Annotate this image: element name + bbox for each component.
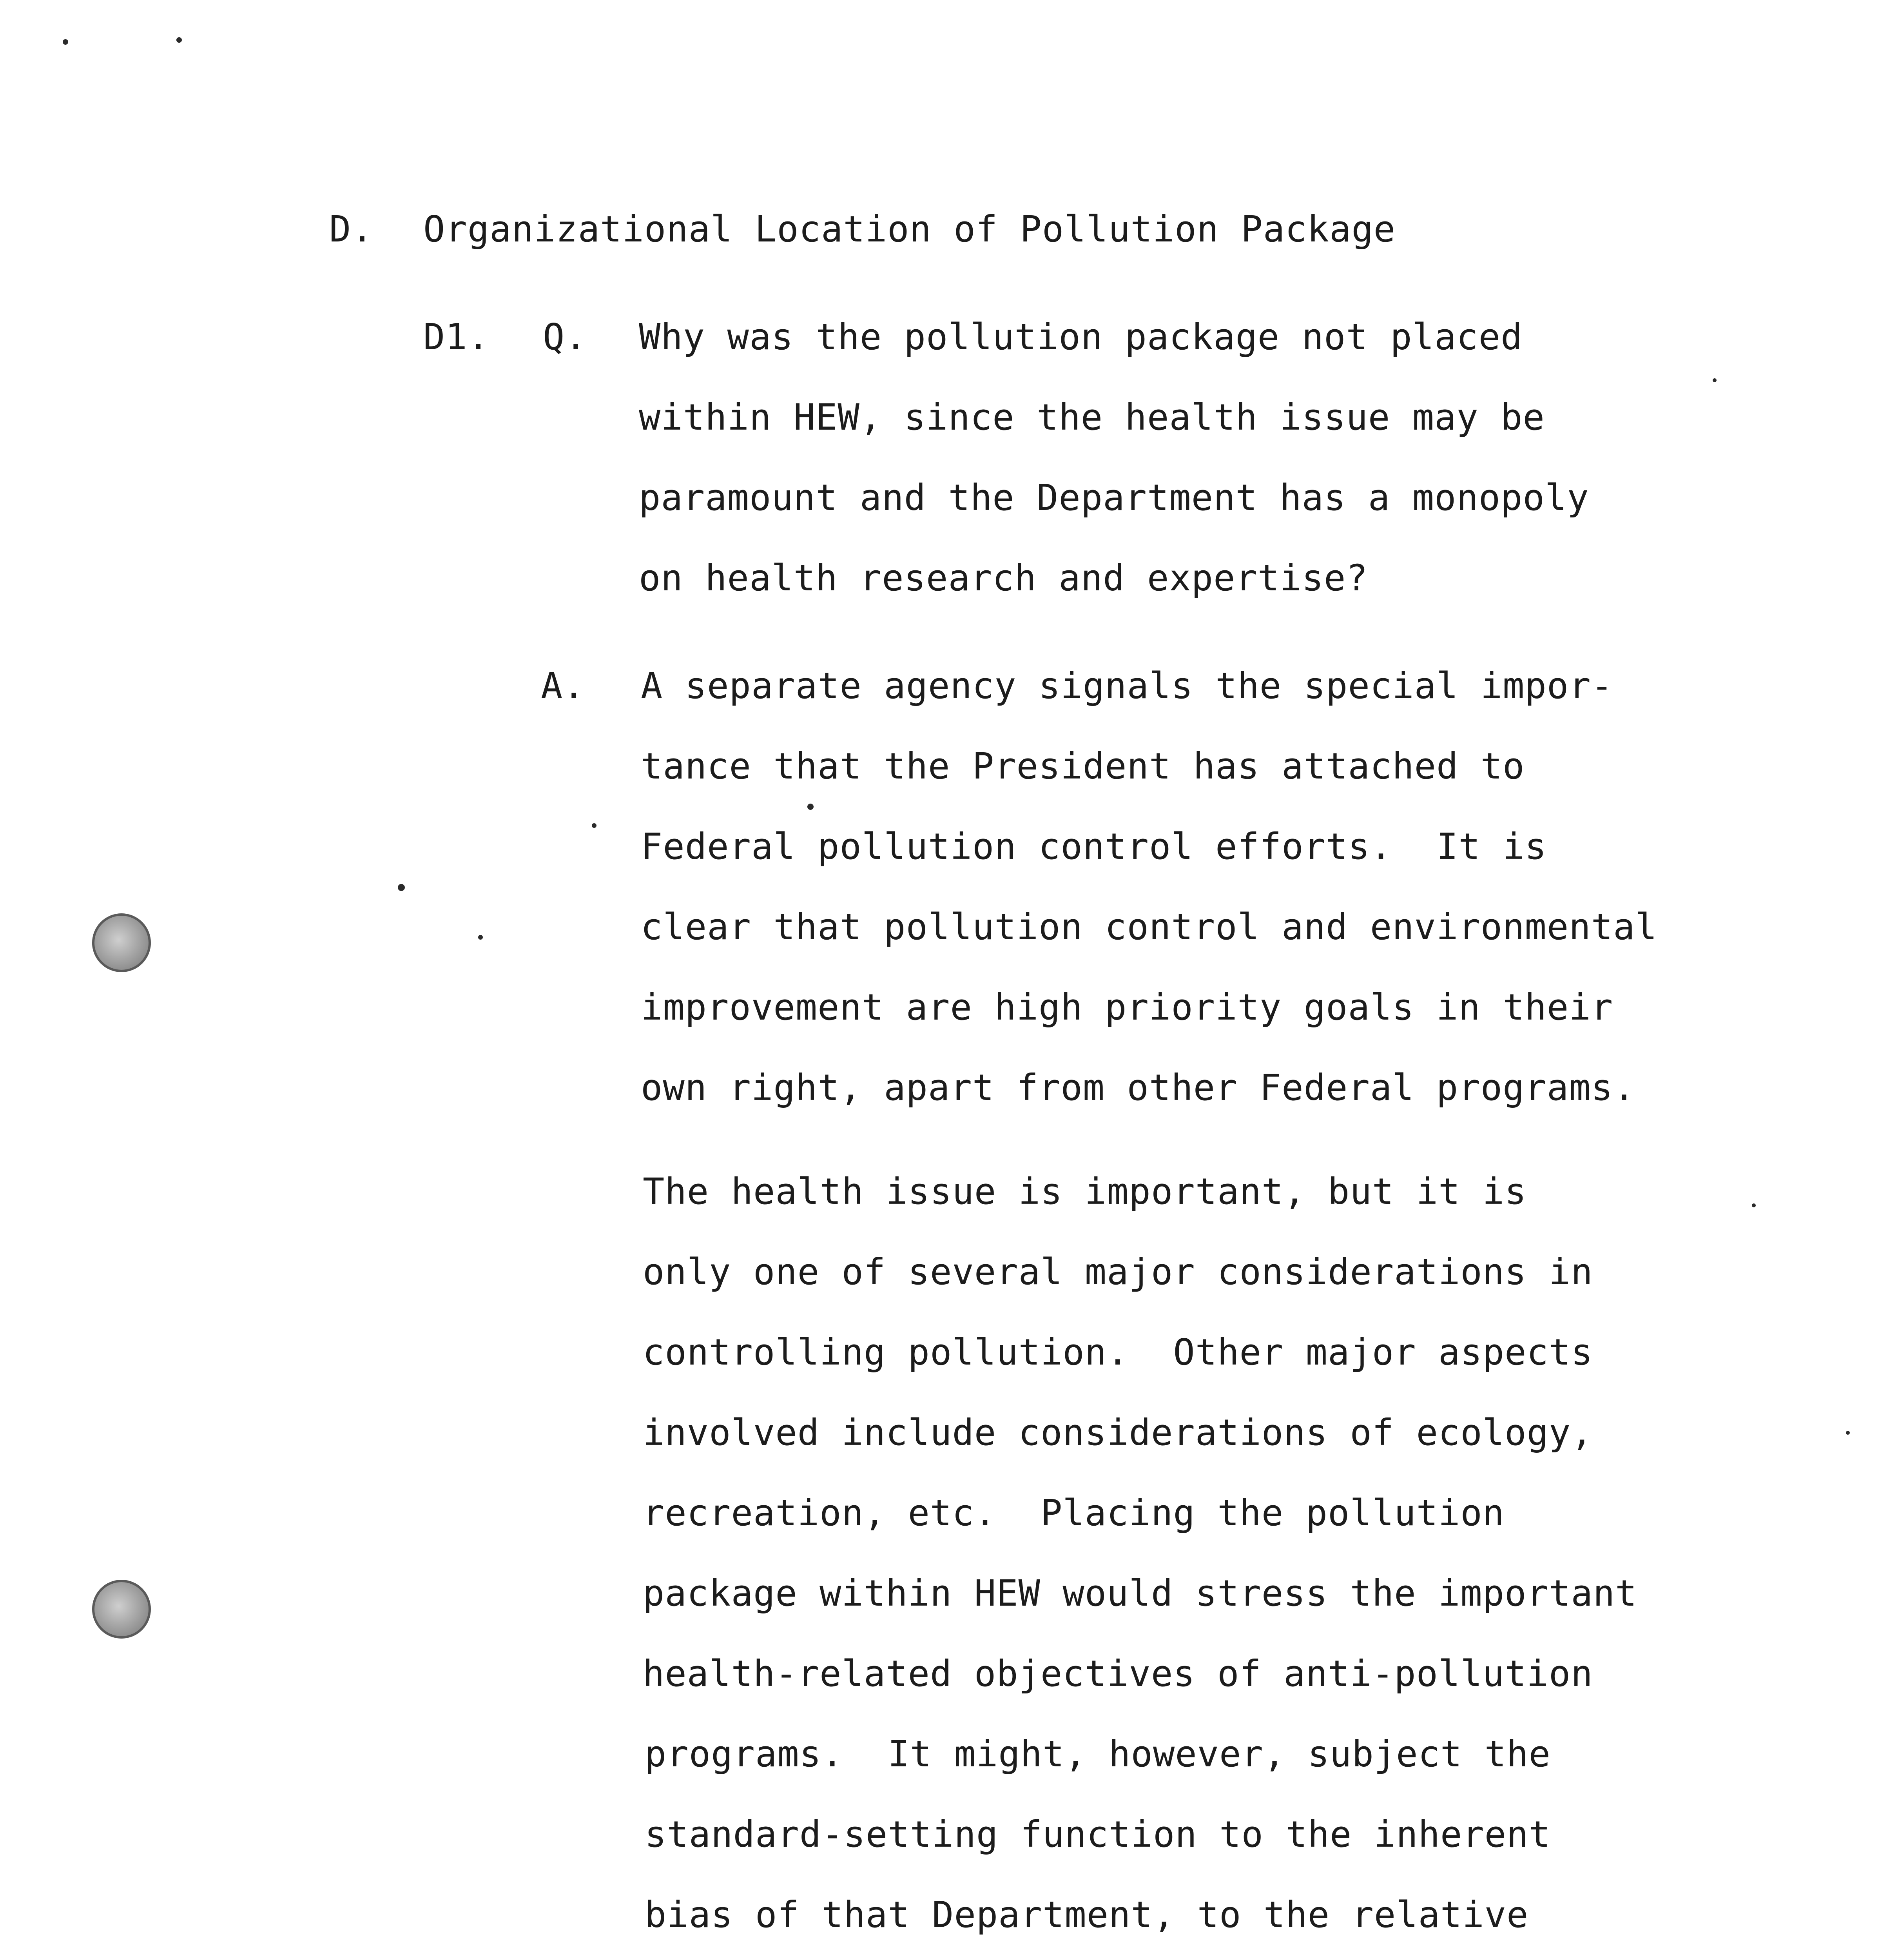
punch-hole-upper: [92, 913, 151, 972]
answer-line: programs. It might, however, subject the: [645, 1733, 1551, 1775]
question-line: Why was the pollution package not placed: [639, 316, 1523, 358]
question-line: paramount and the Department has a monopoly: [639, 477, 1589, 519]
section-letter: D.: [329, 208, 373, 250]
punch-hole-lower: [92, 1580, 151, 1639]
question-line: on health research and expertise?: [639, 557, 1368, 599]
answer-line: involved include considerations of ecology,: [643, 1412, 1593, 1454]
answer-line: package within HEW would stress the important: [643, 1572, 1637, 1614]
scan-speck: [176, 37, 182, 43]
answer-line: tance that the President has attached to: [641, 745, 1525, 787]
answer-line: recreation, etc. Placing the pollution: [643, 1492, 1505, 1534]
scan-speck: [63, 39, 68, 45]
scan-speck: [1752, 1203, 1756, 1207]
section-title: Organizational Location of Pollution Package: [423, 208, 1396, 250]
answer-line: controlling pollution. Other major aspects: [643, 1331, 1593, 1373]
answer-line: bias of that Department, to the relative: [645, 1894, 1529, 1936]
answer-line: Federal pollution control efforts. It is: [641, 826, 1547, 867]
scan-speck: [1846, 1431, 1850, 1435]
answer-line: own right, apart from other Federal programs.: [641, 1067, 1635, 1109]
answer-line: The health issue is important, but it is: [643, 1171, 1527, 1212]
scan-speck: [478, 935, 483, 940]
scan-speck: [398, 884, 405, 891]
answer-line: standard-setting function to the inherent: [645, 1813, 1551, 1855]
question-marker: Q.: [543, 316, 587, 358]
scan-speck: [1713, 378, 1717, 382]
answer-line: health-related objectives of anti-pollution: [643, 1653, 1593, 1695]
answer-marker: A.: [541, 665, 585, 707]
question-line: within HEW, since the health issue may be: [639, 396, 1545, 438]
question-number: D1.: [423, 316, 490, 358]
answer-line: only one of several major considerations in: [643, 1251, 1593, 1293]
answer-line: A separate agency signals the special impor-: [641, 665, 1613, 707]
scan-speck: [592, 823, 596, 828]
answer-line: clear that pollution control and environmental: [641, 906, 1657, 948]
answer-line: improvement are high priority goals in their: [641, 986, 1613, 1028]
scan-speck: [807, 804, 814, 810]
